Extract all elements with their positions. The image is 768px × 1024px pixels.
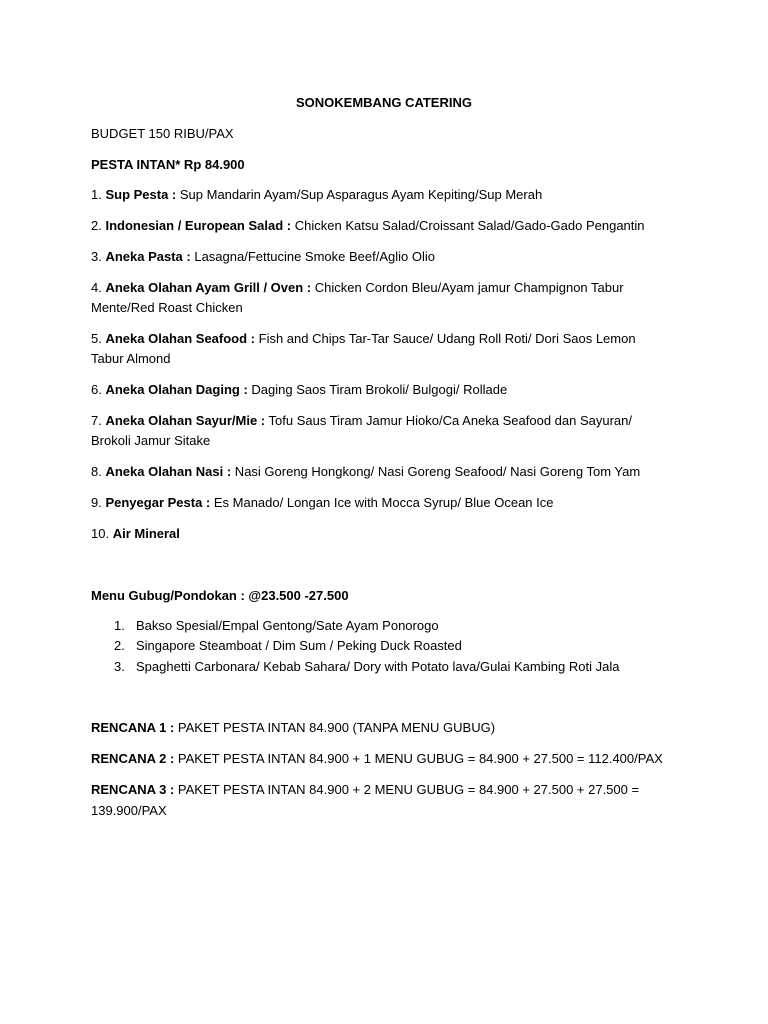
menu-item: 9. Penyegar Pesta : Es Manado/ Longan Ice with Mocca Syrup/ Blue Ocean Ice [91, 495, 554, 510]
gubug-item: 3. Spaghetti Carbonara/ Kebab Sahara/ Dory with Potato lava/Gulai Kambing Roti Jala [114, 659, 620, 674]
menu-item-continuation: Brokoli Jamur Sitake [91, 433, 211, 448]
plan-line: RENCANA 2 : PAKET PESTA INTAN 84.900 + 1 MENU GUBUG = 84.900 + 27.500 = 112.400/PAX [91, 751, 663, 766]
plan-line-continuation: 139.900/PAX [91, 803, 167, 818]
menu-item: 7. Aneka Olahan Sayur/Mie : Tofu Saus Tiram Jamur Hioko/Ca Aneka Seafood dan Sayuran/ [91, 413, 632, 428]
gubug-heading: Menu Gubug/Pondokan : @23.500 -27.500 [91, 588, 349, 603]
menu-item: 4. Aneka Olahan Ayam Grill / Oven : Chicken Cordon Bleu/Ayam jamur Champignon Tabur [91, 280, 624, 295]
menu-item-continuation: Tabur Almond [91, 351, 171, 366]
plan-line: RENCANA 3 : PAKET PESTA INTAN 84.900 + 2 MENU GUBUG = 84.900 + 27.500 + 27.500 = [91, 782, 640, 797]
gubug-item: 2. Singapore Steamboat / Dim Sum / Peking Duck Roasted [114, 638, 462, 653]
budget-line: BUDGET 150 RIBU/PAX [91, 126, 234, 141]
menu-item: 6. Aneka Olahan Daging : Daging Saos Tiram Brokoli/ Bulgogi/ Rollade [91, 382, 508, 397]
document-title: SONOKEMBANG CATERING [296, 95, 472, 110]
menu-item: 10. Air Mineral [91, 526, 180, 541]
gubug-item: 1. Bakso Spesial/Empal Gentong/Sate Ayam Ponorogo [114, 618, 439, 633]
menu-item: 1. Sup Pesta : Sup Mandarin Ayam/Sup Asparagus Ayam Kepiting/Sup Merah [91, 187, 543, 202]
menu-item: 2. Indonesian / European Salad : Chicken Katsu Salad/Croissant Salad/Gado-Gado Pengantin [91, 218, 645, 233]
menu-item: 8. Aneka Olahan Nasi : Nasi Goreng Hongkong/ Nasi Goreng Seafood/ Nasi Goreng Tom Yam [91, 464, 641, 479]
menu-item: 3. Aneka Pasta : Lasagna/Fettucine Smoke Beef/Aglio Olio [91, 249, 435, 264]
menu-item-continuation: Mente/Red Roast Chicken [91, 300, 243, 315]
package-heading: PESTA INTAN* Rp 84.900 [91, 157, 245, 172]
plan-line: RENCANA 1 : PAKET PESTA INTAN 84.900 (TANPA MENU GUBUG) [91, 720, 496, 735]
menu-item: 5. Aneka Olahan Seafood : Fish and Chips Tar-Tar Sauce/ Udang Roll Roti/ Dori Saos Lemon [91, 331, 636, 346]
